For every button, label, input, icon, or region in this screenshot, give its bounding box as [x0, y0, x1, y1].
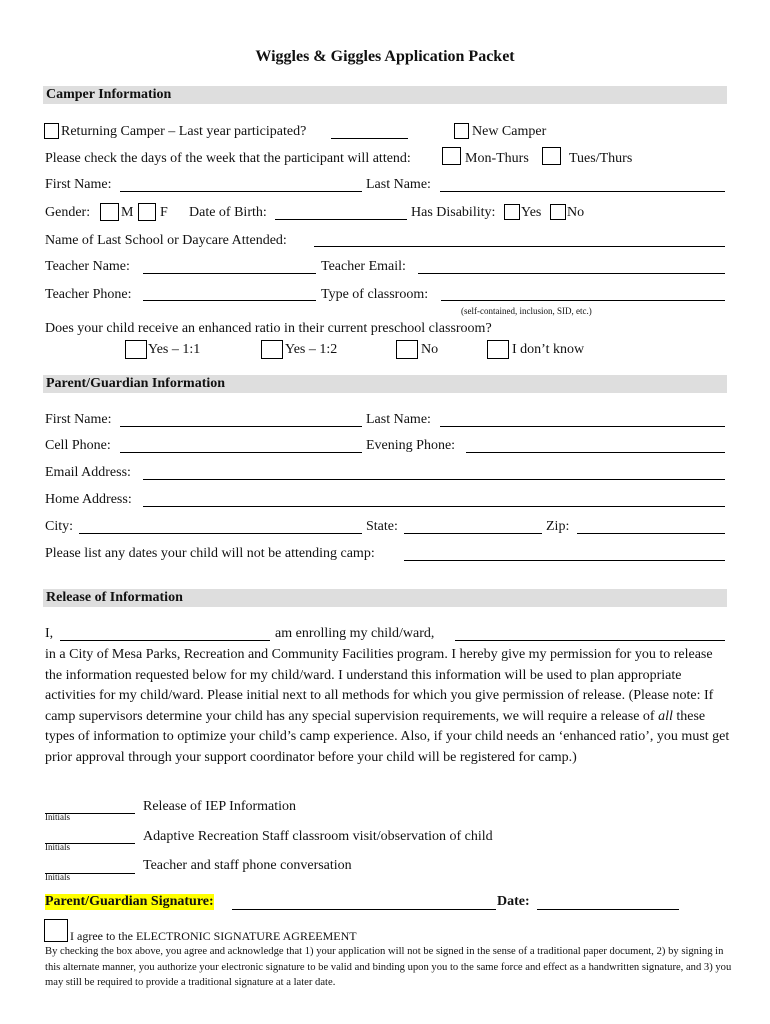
- camper-first-name-label: First Name:: [45, 177, 112, 192]
- date-field[interactable]: [537, 909, 679, 910]
- ratio-yes-1-2-label: Yes – 1:2: [285, 342, 338, 357]
- last-year-field[interactable]: [331, 138, 408, 139]
- release-paragraph: in a City of Mesa Parks, Recreation and Community Facilities program. I hereby give my permission for you to release the information requested below for my child/ward. I understand this information will be used to plan appropriate activities for my child/ward. Please initial next to all methods for which you give permission of release. (Please note: If camp supervisors determine your child has any special supervision requirements, we will require a release of all these types of information to optimize your child’s camp experience. Also, if your child needs an ‘enhanced ratio’, you must get prior approval through your support coordinator before your child will be registered for camp.): [45, 647, 730, 765]
- classroom-type-label: Type of classroom:: [321, 287, 429, 302]
- teacher-name-field[interactable]: [143, 273, 316, 274]
- dob-field[interactable]: [275, 219, 407, 220]
- home-address-label: Home Address:: [45, 492, 132, 507]
- cell-phone-label: Cell Phone:: [45, 438, 111, 453]
- signature-label: Parent/Guardian Signature:: [45, 894, 214, 909]
- evening-phone-field[interactable]: [466, 452, 725, 453]
- parent-last-name-field[interactable]: [440, 426, 725, 427]
- city-label: City:: [45, 519, 74, 534]
- state-label: State:: [366, 519, 398, 534]
- initials-label: Initials: [45, 842, 70, 852]
- ratio-yes-1-1-checkbox[interactable]: [125, 340, 147, 359]
- section-camper-information: Camper Information: [43, 86, 727, 104]
- parent-first-name-label: First Name:: [45, 412, 112, 427]
- disability-label: Has Disability:: [411, 205, 496, 220]
- city-field[interactable]: [79, 533, 362, 534]
- school-field[interactable]: [314, 246, 725, 247]
- dob-label: Date of Birth:: [189, 205, 267, 220]
- signature-field[interactable]: [232, 909, 496, 910]
- teacher-email-field[interactable]: [418, 273, 725, 274]
- disability-yes-label: Yes: [521, 205, 542, 220]
- gender-f-label: F: [160, 205, 168, 220]
- ratio-no-label: No: [421, 342, 439, 357]
- initials-label: Initials: [45, 872, 70, 882]
- section-release-information: Release of Information: [43, 589, 727, 607]
- new-camper-label: New Camper: [472, 124, 547, 139]
- mon-thurs-checkbox[interactable]: [442, 147, 461, 165]
- classroom-type-note: (self-contained, inclusion, SID, etc.): [461, 306, 592, 316]
- returning-camper-checkbox[interactable]: [44, 123, 59, 139]
- evening-phone-label: Evening Phone:: [366, 438, 456, 453]
- tues-thurs-checkbox[interactable]: [542, 147, 561, 165]
- zip-field[interactable]: [577, 533, 725, 534]
- camper-last-name-field[interactable]: [440, 191, 725, 192]
- parent-first-name-field[interactable]: [120, 426, 362, 427]
- ratio-no-checkbox[interactable]: [396, 340, 418, 359]
- camper-last-name-label: Last Name:: [366, 177, 431, 192]
- cell-phone-field[interactable]: [120, 452, 362, 453]
- gender-m-checkbox[interactable]: [100, 203, 119, 221]
- school-label: Name of Last School or Daycare Attended:: [45, 233, 287, 248]
- section-parent-information: Parent/Guardian Information: [43, 375, 727, 393]
- teacher-email-label: Teacher Email:: [321, 259, 406, 274]
- ratio-yes-1-1-label: Yes – 1:1: [148, 342, 201, 357]
- ratio-dont-know-checkbox[interactable]: [487, 340, 509, 359]
- mon-thurs-label: Mon-Thurs: [465, 151, 529, 166]
- ratio-dont-know-label: I don’t know: [512, 342, 585, 357]
- days-question: Please check the days of the week that the participant will attend:: [45, 151, 411, 166]
- parent-name-field[interactable]: [60, 640, 270, 641]
- camper-first-name-field[interactable]: [120, 191, 362, 192]
- page-title: Wiggles & Giggles Application Packet: [255, 48, 515, 65]
- gender-m-label: M: [121, 205, 134, 220]
- child-name-field[interactable]: [455, 640, 725, 641]
- release-item-iep: Release of IEP Information: [143, 799, 297, 814]
- disability-no-checkbox[interactable]: [550, 204, 566, 220]
- teacher-phone-field[interactable]: [143, 300, 316, 301]
- state-field[interactable]: [404, 533, 542, 534]
- classroom-type-field[interactable]: [441, 300, 725, 301]
- disability-yes-checkbox[interactable]: [504, 204, 520, 220]
- dates-absent-field[interactable]: [404, 560, 725, 561]
- ratio-yes-1-2-checkbox[interactable]: [261, 340, 283, 359]
- dates-absent-label: Please list any dates your child will not be attending camp:: [45, 546, 375, 561]
- release-item-phone: Teacher and staff phone conversation: [143, 858, 352, 873]
- email-label: Email Address:: [45, 465, 131, 480]
- zip-label: Zip:: [546, 519, 570, 534]
- returning-camper-label: Returning Camper – Last year participated?: [61, 124, 307, 139]
- release-i-label: I,: [45, 626, 54, 641]
- email-field[interactable]: [143, 479, 725, 480]
- release-item-visit: Adaptive Recreation Staff classroom visit/observation of child: [143, 829, 493, 844]
- gender-f-checkbox[interactable]: [138, 203, 156, 221]
- esignature-agreement-text: By checking the box above, you agree and acknowledge that 1) your application will not be signed in the sense of a traditional paper document, 2) by signing in this alternate manner, you authorize your electronic signature to be valid and binding upon you to the same force and effect as a handwritten signature, and 3) you may still be required to provide a traditional signature at a later date.: [45, 946, 732, 988]
- teacher-name-label: Teacher Name:: [45, 259, 130, 274]
- gender-label: Gender:: [45, 205, 91, 220]
- esignature-agree-label: I agree to the ELECTRONIC SIGNATURE AGREEMENT: [70, 929, 357, 943]
- home-address-field[interactable]: [143, 506, 725, 507]
- new-camper-checkbox[interactable]: [454, 123, 469, 139]
- tues-thurs-label: Tues/Thurs: [569, 151, 633, 166]
- parent-last-name-label: Last Name:: [366, 412, 431, 427]
- enrolling-label: am enrolling my child/ward,: [275, 626, 435, 641]
- initials-label: Initials: [45, 812, 70, 822]
- disability-no-label: No: [567, 205, 585, 220]
- date-label: Date:: [497, 894, 530, 909]
- teacher-phone-label: Teacher Phone:: [45, 287, 132, 302]
- esignature-agree-checkbox[interactable]: [44, 919, 68, 942]
- ratio-question: Does your child receive an enhanced ratio in their current preschool classroom?: [45, 321, 492, 336]
